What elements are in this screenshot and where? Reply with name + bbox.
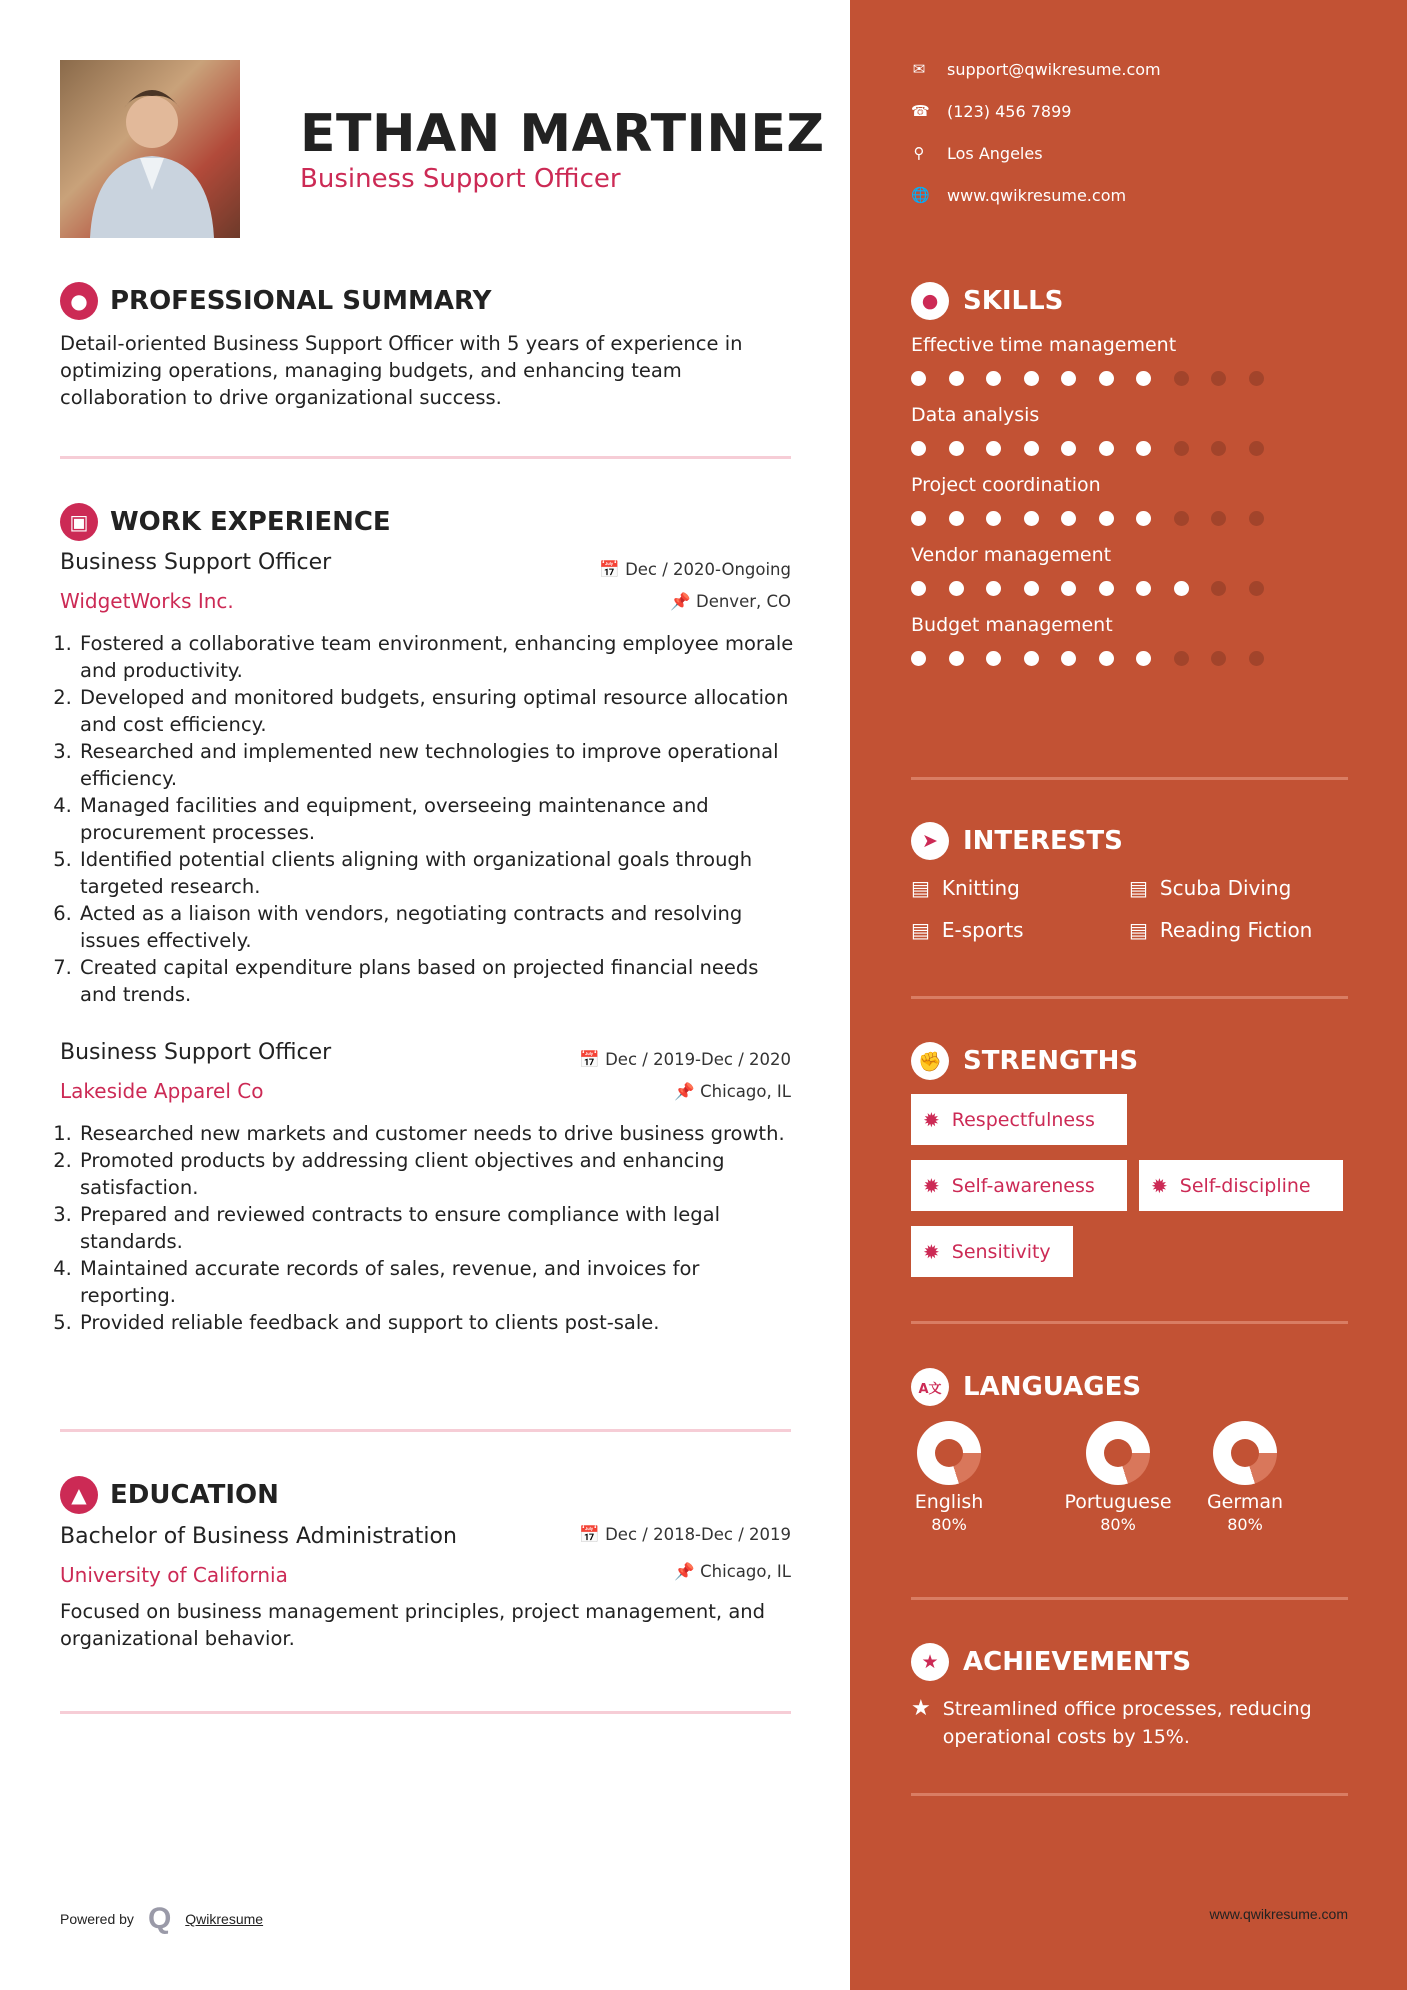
calendar-icon: 📅 (579, 1050, 600, 1069)
experience-heading: WORK EXPERIENCE (110, 507, 391, 537)
book-icon: ▤ (1129, 876, 1148, 900)
rating-dot-empty (1211, 371, 1226, 386)
rating-dot-filled (1136, 651, 1151, 666)
interest-item (1129, 876, 1347, 900)
shooting-star-icon: ★ (911, 1696, 931, 1721)
rating-dot-filled (1024, 651, 1039, 666)
job-bullets (60, 630, 800, 1008)
pin-icon: 📌 (674, 1562, 695, 1581)
rating-dot-filled (1099, 511, 1114, 526)
job-bullet: 3. Researched and implemented new technologies to improve operational efficiency. (78, 738, 800, 792)
rating-dot-filled (911, 441, 926, 456)
rating-dot-filled (949, 651, 964, 666)
strength-chip (911, 1226, 1073, 1277)
divider (60, 1429, 791, 1432)
badge-icon: ✹ (923, 1173, 940, 1198)
interest-label: Knitting (941, 876, 1020, 900)
book-icon: ▤ (1129, 918, 1148, 942)
footer-website[interactable]: www.qwikresume.com (1209, 1906, 1348, 1922)
divider (911, 1793, 1348, 1796)
profile-photo (60, 60, 240, 238)
rating-dot-empty (1174, 371, 1189, 386)
rating-dot-filled (986, 581, 1001, 596)
language-percent: 80% (931, 1515, 967, 1534)
job-bullet: 6. Acted as a liaison with vendors, negotiating contracts and resolving issues effectively. (78, 900, 800, 954)
skill-rating (911, 441, 1264, 456)
skill-label: Effective time management (911, 334, 1177, 356)
strength-chip (911, 1160, 1127, 1211)
strengths-heading: STRENGTHS (963, 1046, 1139, 1076)
rating-dot-empty (1174, 651, 1189, 666)
rating-dot-filled (1099, 441, 1114, 456)
rating-dot-filled (1099, 371, 1114, 386)
star-icon: ★ (911, 1643, 949, 1681)
job-bullet: 7. Created capital expenditure plans based on projected financial needs and trends. (78, 954, 800, 1008)
summary-heading: PROFESSIONAL SUMMARY (110, 286, 492, 316)
education-date: Dec / 2018-Dec / 2019 (605, 1525, 791, 1544)
fist-icon: ✊ (911, 1042, 949, 1080)
rating-dot-empty (1249, 371, 1264, 386)
rating-dot-filled (986, 441, 1001, 456)
rating-dot-empty (1249, 651, 1264, 666)
contact-website[interactable]: www.qwikresume.com (947, 185, 1127, 205)
rating-dot-filled (949, 511, 964, 526)
divider (911, 1597, 1348, 1600)
qwikresume-link[interactable]: Qwikresume (185, 1911, 264, 1927)
job-bullet: 3. Prepared and reviewed contracts to ensure compliance with legal standards. (78, 1201, 800, 1255)
pin-icon: 📌 (674, 1082, 695, 1101)
rating-dot-filled (911, 581, 926, 596)
contact-email[interactable]: support@qwikresume.com (947, 59, 1161, 79)
interest-label: Scuba Diving (1159, 876, 1292, 900)
rating-dot-filled (1136, 371, 1151, 386)
location-pin-icon: ⚲ (913, 144, 925, 162)
globe-icon: 🌐 (911, 186, 930, 204)
job-bullet: 1. Fostered a collaborative team environment, enhancing employee morale and productivity. (78, 630, 800, 684)
strength-chip (1139, 1160, 1343, 1211)
job-bullet: 5. Provided reliable feedback and support to clients post-sale. (78, 1309, 800, 1336)
translate-icon: A文 (911, 1368, 949, 1406)
divider (60, 456, 791, 459)
rating-dot-empty (1211, 441, 1226, 456)
language-percent: 80% (1227, 1515, 1263, 1534)
rating-dot-empty (1249, 441, 1264, 456)
badge-icon: ✹ (923, 1239, 940, 1264)
achievements-heading: ACHIEVEMENTS (963, 1647, 1192, 1677)
pin-icon: 📌 (670, 592, 691, 611)
rating-dot-filled (1024, 441, 1039, 456)
rating-dot-filled (1024, 511, 1039, 526)
languages-heading: LANGUAGES (963, 1372, 1142, 1402)
interests-heading: INTERESTS (963, 826, 1123, 856)
strength-label: Respectfulness (951, 1108, 1095, 1131)
rating-dot-empty (1211, 511, 1226, 526)
skill-rating (911, 651, 1264, 666)
education-heading: EDUCATION (110, 1480, 279, 1510)
rating-dot-filled (1061, 371, 1076, 386)
language-donut (1086, 1421, 1150, 1485)
chair-icon: ▣ (60, 503, 98, 541)
rating-dot-filled (911, 511, 926, 526)
rating-dot-filled (911, 371, 926, 386)
strength-label: Self-discipline (1179, 1174, 1311, 1197)
paper-plane-icon: ➤ (911, 822, 949, 860)
graduation-cap-icon: ▲ (60, 1476, 98, 1514)
interest-item (911, 876, 1129, 900)
achievement-text: Streamlined office processes, reducing operational costs by 15%. (942, 1698, 1312, 1748)
skill-label: Project coordination (911, 474, 1101, 496)
job-bullet: 4. Maintained accurate records of sales, revenue, and invoices for reporting. (78, 1255, 800, 1309)
job-location: Denver, CO (695, 592, 791, 611)
rating-dot-filled (1024, 581, 1039, 596)
strength-label: Sensitivity (951, 1240, 1051, 1263)
interest-label: Reading Fiction (1159, 918, 1313, 942)
qwikresume-logo-icon: Q (147, 1902, 172, 1935)
phone-icon: ☎ (911, 102, 930, 120)
powered-by (60, 1902, 263, 1936)
job-bullets (60, 1120, 800, 1336)
rating-dot-empty (1211, 581, 1226, 596)
rating-dot-empty (1211, 651, 1226, 666)
rating-dot-filled (986, 651, 1001, 666)
divider (911, 1321, 1348, 1324)
divider (60, 1711, 791, 1714)
job-bullet: 5. Identified potential clients aligning with organizational goals through targeted research. (78, 846, 800, 900)
summary-section (60, 282, 800, 411)
strength-chip (911, 1094, 1127, 1145)
language-item (1048, 1421, 1188, 1534)
skill-label: Data analysis (911, 404, 1040, 426)
rating-dot-filled (1174, 581, 1189, 596)
language-item (879, 1421, 1019, 1534)
divider (911, 996, 1348, 999)
rating-dot-filled (949, 441, 964, 456)
rating-dot-empty (1174, 511, 1189, 526)
skill-rating (911, 371, 1264, 386)
summary-text: Detail-oriented Business Support Officer with 5 years of experience in optimizing operations, managing budgets, and enhancing team collaboration to drive organizational success. (60, 332, 743, 409)
rating-dot-filled (1061, 651, 1076, 666)
skill-label: Vendor management (911, 544, 1112, 566)
rating-dot-filled (949, 371, 964, 386)
skill-rating (911, 581, 1264, 596)
education-section (60, 1476, 279, 1514)
book-icon: ▤ (911, 918, 930, 942)
rating-dot-empty (1249, 581, 1264, 596)
language-name: German (1206, 1491, 1284, 1513)
calendar-icon: 📅 (599, 560, 620, 579)
email-icon: ✉ (912, 60, 926, 78)
user-icon: ● (60, 282, 98, 320)
job-title: Business Support Officer (60, 1040, 332, 1065)
language-name: Portuguese (1064, 1491, 1172, 1513)
divider (911, 777, 1348, 780)
language-donut (917, 1421, 981, 1485)
rating-dot-filled (986, 371, 1001, 386)
skill-rating (911, 511, 1264, 526)
rating-dot-filled (1136, 441, 1151, 456)
skills-heading: SKILLS (963, 286, 1064, 316)
job-date: Dec / 2020-Ongoing (625, 560, 791, 579)
job-company: WidgetWorks Inc. (60, 589, 234, 613)
job-bullet: 2. Developed and monitored budgets, ensuring optimal resource allocation and cost efficiency. (78, 684, 800, 738)
skill-label: Budget management (911, 614, 1113, 636)
calendar-icon: 📅 (579, 1525, 600, 1544)
badge-icon: ✹ (923, 1107, 940, 1132)
powered-by-label: Powered by (60, 1911, 134, 1927)
candidate-title: Business Support Officer (300, 164, 621, 194)
lightbulb-icon: ● (911, 282, 949, 320)
rating-dot-filled (911, 651, 926, 666)
interest-label: E-sports (941, 918, 1024, 942)
contact-location: Los Angeles (947, 143, 1043, 163)
job-bullet: 2. Promoted products by addressing client objectives and enhancing satisfaction. (78, 1147, 800, 1201)
school: University of California (60, 1563, 288, 1587)
rating-dot-filled (1099, 651, 1114, 666)
rating-dot-filled (949, 581, 964, 596)
rating-dot-filled (1136, 581, 1151, 596)
job-date: Dec / 2019-Dec / 2020 (605, 1050, 791, 1069)
strength-label: Self-awareness (951, 1174, 1095, 1197)
badge-icon: ✹ (1151, 1173, 1168, 1198)
contact-phone: (123) 456 7899 (947, 101, 1072, 121)
sidebar (850, 0, 1407, 1990)
rating-dot-filled (1024, 371, 1039, 386)
book-icon: ▤ (911, 876, 930, 900)
language-donut (1213, 1421, 1277, 1485)
rating-dot-filled (1061, 441, 1076, 456)
language-item (1175, 1421, 1315, 1534)
degree: Bachelor of Business Administration (60, 1524, 457, 1549)
rating-dot-filled (1136, 511, 1151, 526)
rating-dot-empty (1174, 441, 1189, 456)
rating-dot-empty (1249, 511, 1264, 526)
job-location: Chicago, IL (700, 1082, 791, 1101)
interest-item (1129, 918, 1347, 942)
skills-list (911, 334, 1264, 666)
rating-dot-filled (1099, 581, 1114, 596)
experience-section (60, 503, 820, 541)
candidate-name: ETHAN MARTINEZ (300, 104, 825, 164)
rating-dot-filled (1061, 581, 1076, 596)
job-title: Business Support Officer (60, 550, 332, 575)
language-percent: 80% (1100, 1515, 1136, 1534)
job-bullet: 1. Researched new markets and customer needs to drive business growth. (78, 1120, 800, 1147)
education-text: Focused on business management principles, project management, and organizational behavior. (60, 1600, 766, 1650)
language-name: English (914, 1491, 984, 1513)
rating-dot-filled (986, 511, 1001, 526)
job-company: Lakeside Apparel Co (60, 1079, 264, 1103)
job-bullet: 4. Managed facilities and equipment, overseeing maintenance and procurement processes. (78, 792, 800, 846)
rating-dot-filled (1061, 511, 1076, 526)
interest-item (911, 918, 1129, 942)
education-location: Chicago, IL (700, 1562, 791, 1581)
